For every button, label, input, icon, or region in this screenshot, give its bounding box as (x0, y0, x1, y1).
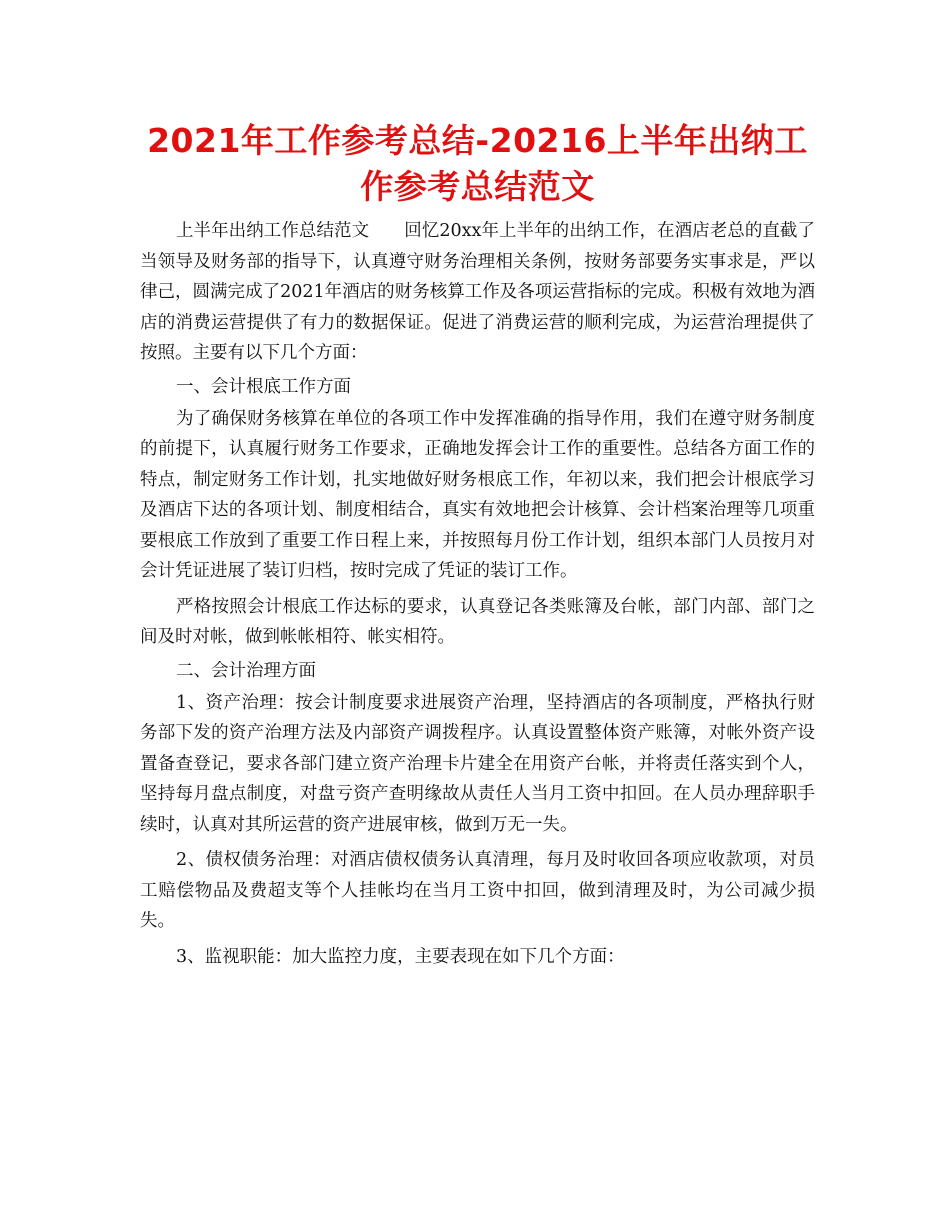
section-heading-accounting-basics: 一、会计根底工作方面 (176, 376, 351, 397)
paragraph-ledger-reconciliation: 严格按照会计根底工作达标的要求，认真登记各类账簿及台帐，部门内部、部门之间及时对帐，做到帐帐相符、帐实相符。 (140, 596, 815, 647)
intro-paragraph: 上半年出纳工作总结范文 回忆20xx年上半年的出纳工作，在酒店老总的直截了当领导及财务部的指导下，认真遵守财务治理相关条例，按财务部要务实事求是，严以律己，圆满完成了2021年酒店的财务核算工作及各项运营指标的完成。积极有效地为酒店的消费运营提供了有力的数据保证。促进了消费运营的顺利完成，为运营治理提供了按照。主要有以下几个方面： (140, 221, 815, 363)
paragraph-accounting-basics: 为了确保财务核算在单位的各项工作中发挥准确的指导作用，我们在遵守财务制度的前提下，认真履行财务工作要求，正确地发挥会计工作的重要性。总结各方面工作的特点，制定财务工作计划，扎实地做好财务根底工作，年初以来，我们把会计根底学习及酒店下达的各项计划、制度相结合，真实有效地把会计核算、会计档案治理等几项重要根底工作放到了重要工作日程上来，并按照每月份工作计划，组织本部门人员按月对会计凭证进展了装订归档，按时完成了凭证的装订工作。 (140, 408, 815, 581)
paragraph-asset-management: 1、资产治理：按会计制度要求进展资产治理，坚持酒店的各项制度，严格执行财务部下发的资产治理方法及内部资产调拨程序。认真设置整体资产账簿，对帐外资产设置备查登记，要求各部门建立资产治理卡片建全在用资产台帐，并将责任落实到个人，坚持每月盘点制度，对盘亏资产查明缘故从责任人当月工资中扣回。在人员办理辞职手续时，认真对其所运营的资产进展审核，做到万无一失。 (140, 692, 815, 835)
paragraph-debt-management: 2、债权债务治理：对酒店债权债务认真清理，每月及时收回各项应收款项，对员工赔偿物品及费超支等个人挂帐均在当月工资中扣回，做到清理及时，为公司减少损失。 (140, 850, 815, 931)
paragraph-supervision: 3、监视职能：加大监控力度，主要表现在如下几个方面： (176, 946, 625, 967)
document-body (140, 216, 815, 972)
document-title: 2021年工作参考总结-20216上半年出纳工作参考总结范文 (147, 121, 808, 206)
section-heading-accounting-management: 二、会计治理方面 (176, 660, 316, 681)
